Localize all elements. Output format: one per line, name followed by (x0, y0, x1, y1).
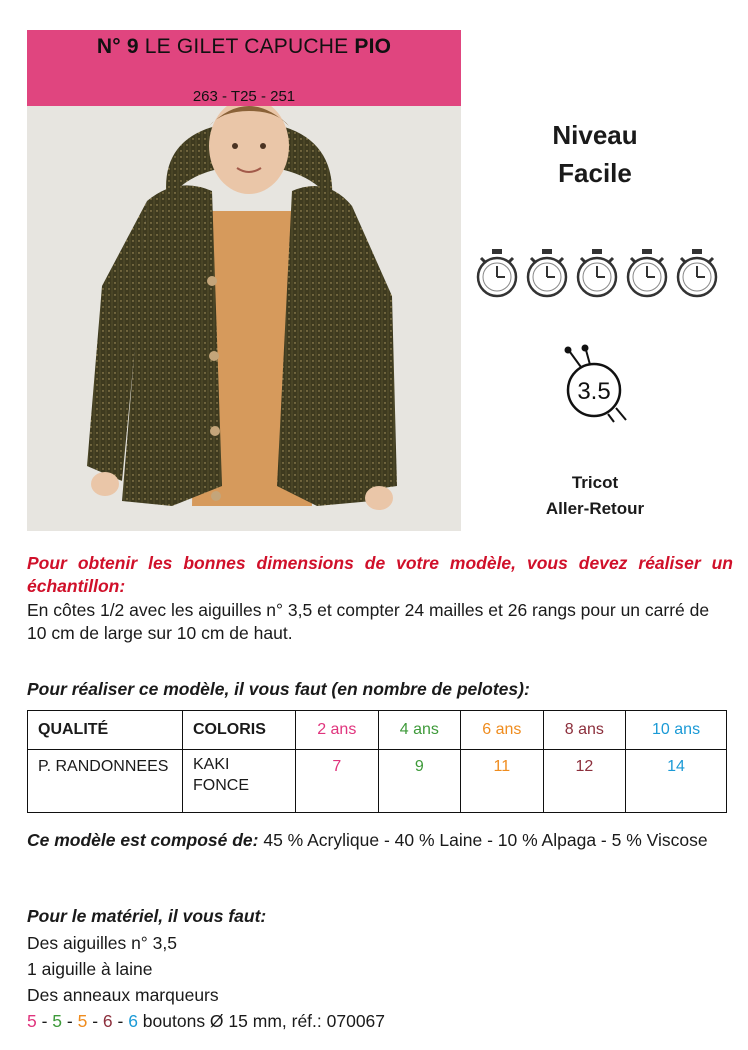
pattern-references: 263 - T25 - 251 (192, 88, 296, 105)
difficulty-label: Niveau (552, 120, 638, 150)
materials-heading: Pour réaliser ce modèle, il vous faut (en nombre de pelotes): (27, 679, 530, 699)
table-header-row (28, 711, 727, 750)
pattern-header (27, 30, 461, 106)
technique-line2: Aller-Retour (545, 499, 645, 518)
cell-size-8: 12 (543, 750, 626, 813)
equipment-heading: Pour le matériel, il vous faut: (27, 906, 267, 926)
gauge-text: En côtes 1/2 avec les aiguilles n° 3,5 et compter 24 mailles et 26 rangs pour un carré de 10 cm de large sur 10 cm de haut. (27, 600, 710, 643)
column-size-10: 10 ans (626, 711, 727, 750)
buttons-line: 5 - 5 - 5 - 6 - 6 boutons Ø 15 mm, réf.: 070067 (27, 1011, 386, 1031)
buttons-count-8: 6 (102, 1011, 113, 1031)
column-size-2: 2 ans (296, 711, 379, 750)
equipment-item: Des anneaux marqueurs (27, 985, 219, 1005)
equipment-item: Des aiguilles n° 3,5 (27, 933, 177, 953)
difficulty-rating (474, 248, 720, 300)
gauge-intro: Pour obtenir les bonnes dimensions de votre modèle, vous devez réaliser un échantillon: (27, 553, 733, 596)
technique (500, 470, 690, 522)
buttons-count-6: 5 (77, 1011, 88, 1031)
cell-size-4: 9 (378, 750, 461, 813)
buttons-text: boutons Ø 15 mm, réf.: 070067 (142, 1011, 386, 1031)
stopwatch-icon (524, 248, 570, 300)
stopwatch-icon (574, 248, 620, 300)
cell-size-10: 14 (626, 750, 727, 813)
column-size-8: 8 ans (543, 711, 626, 750)
cell-quality: P. RANDONNEES (28, 750, 183, 813)
materials-table (27, 710, 727, 813)
buttons-count-4: 5 (52, 1011, 63, 1031)
column-quality: QUALITÉ (28, 711, 183, 750)
difficulty-value: Facile (558, 158, 632, 188)
pattern-number: N° 9 (96, 35, 139, 58)
composition-text: 45 % Acrylique - 40 % Laine - 10 % Alpaga - 5 % Viscose (263, 830, 708, 850)
buttons-count-2: 5 (27, 1011, 37, 1031)
equipment-item: 1 aiguille à laine (27, 959, 153, 979)
stopwatch-icon (474, 248, 520, 300)
column-size-6: 6 ans (461, 711, 544, 750)
needle-size: 3.5 (577, 378, 611, 405)
model-photo (27, 106, 461, 531)
buttons-count-10: 6 (128, 1011, 138, 1031)
column-colors: COLORIS (183, 711, 296, 750)
stopwatch-icon (624, 248, 670, 300)
cell-size-2: 7 (296, 750, 379, 813)
pattern-name: LE GILET CAPUCHE (144, 35, 349, 58)
cell-color: KAKI FONCE (183, 750, 296, 813)
table-row (28, 750, 727, 813)
child-cardigan-illustration (27, 106, 461, 531)
column-size-4: 4 ans (378, 711, 461, 750)
composition-label: Ce modèle est composé de: (27, 830, 259, 850)
composition (27, 829, 733, 852)
pattern-title (27, 35, 461, 59)
difficulty-level (480, 116, 710, 192)
technique-line1: Tricot (571, 473, 619, 492)
stopwatch-icon (674, 248, 720, 300)
pattern-name-bold: PIO (354, 35, 392, 58)
cell-size-6: 11 (461, 750, 544, 813)
knitting-needles-icon (556, 344, 630, 424)
